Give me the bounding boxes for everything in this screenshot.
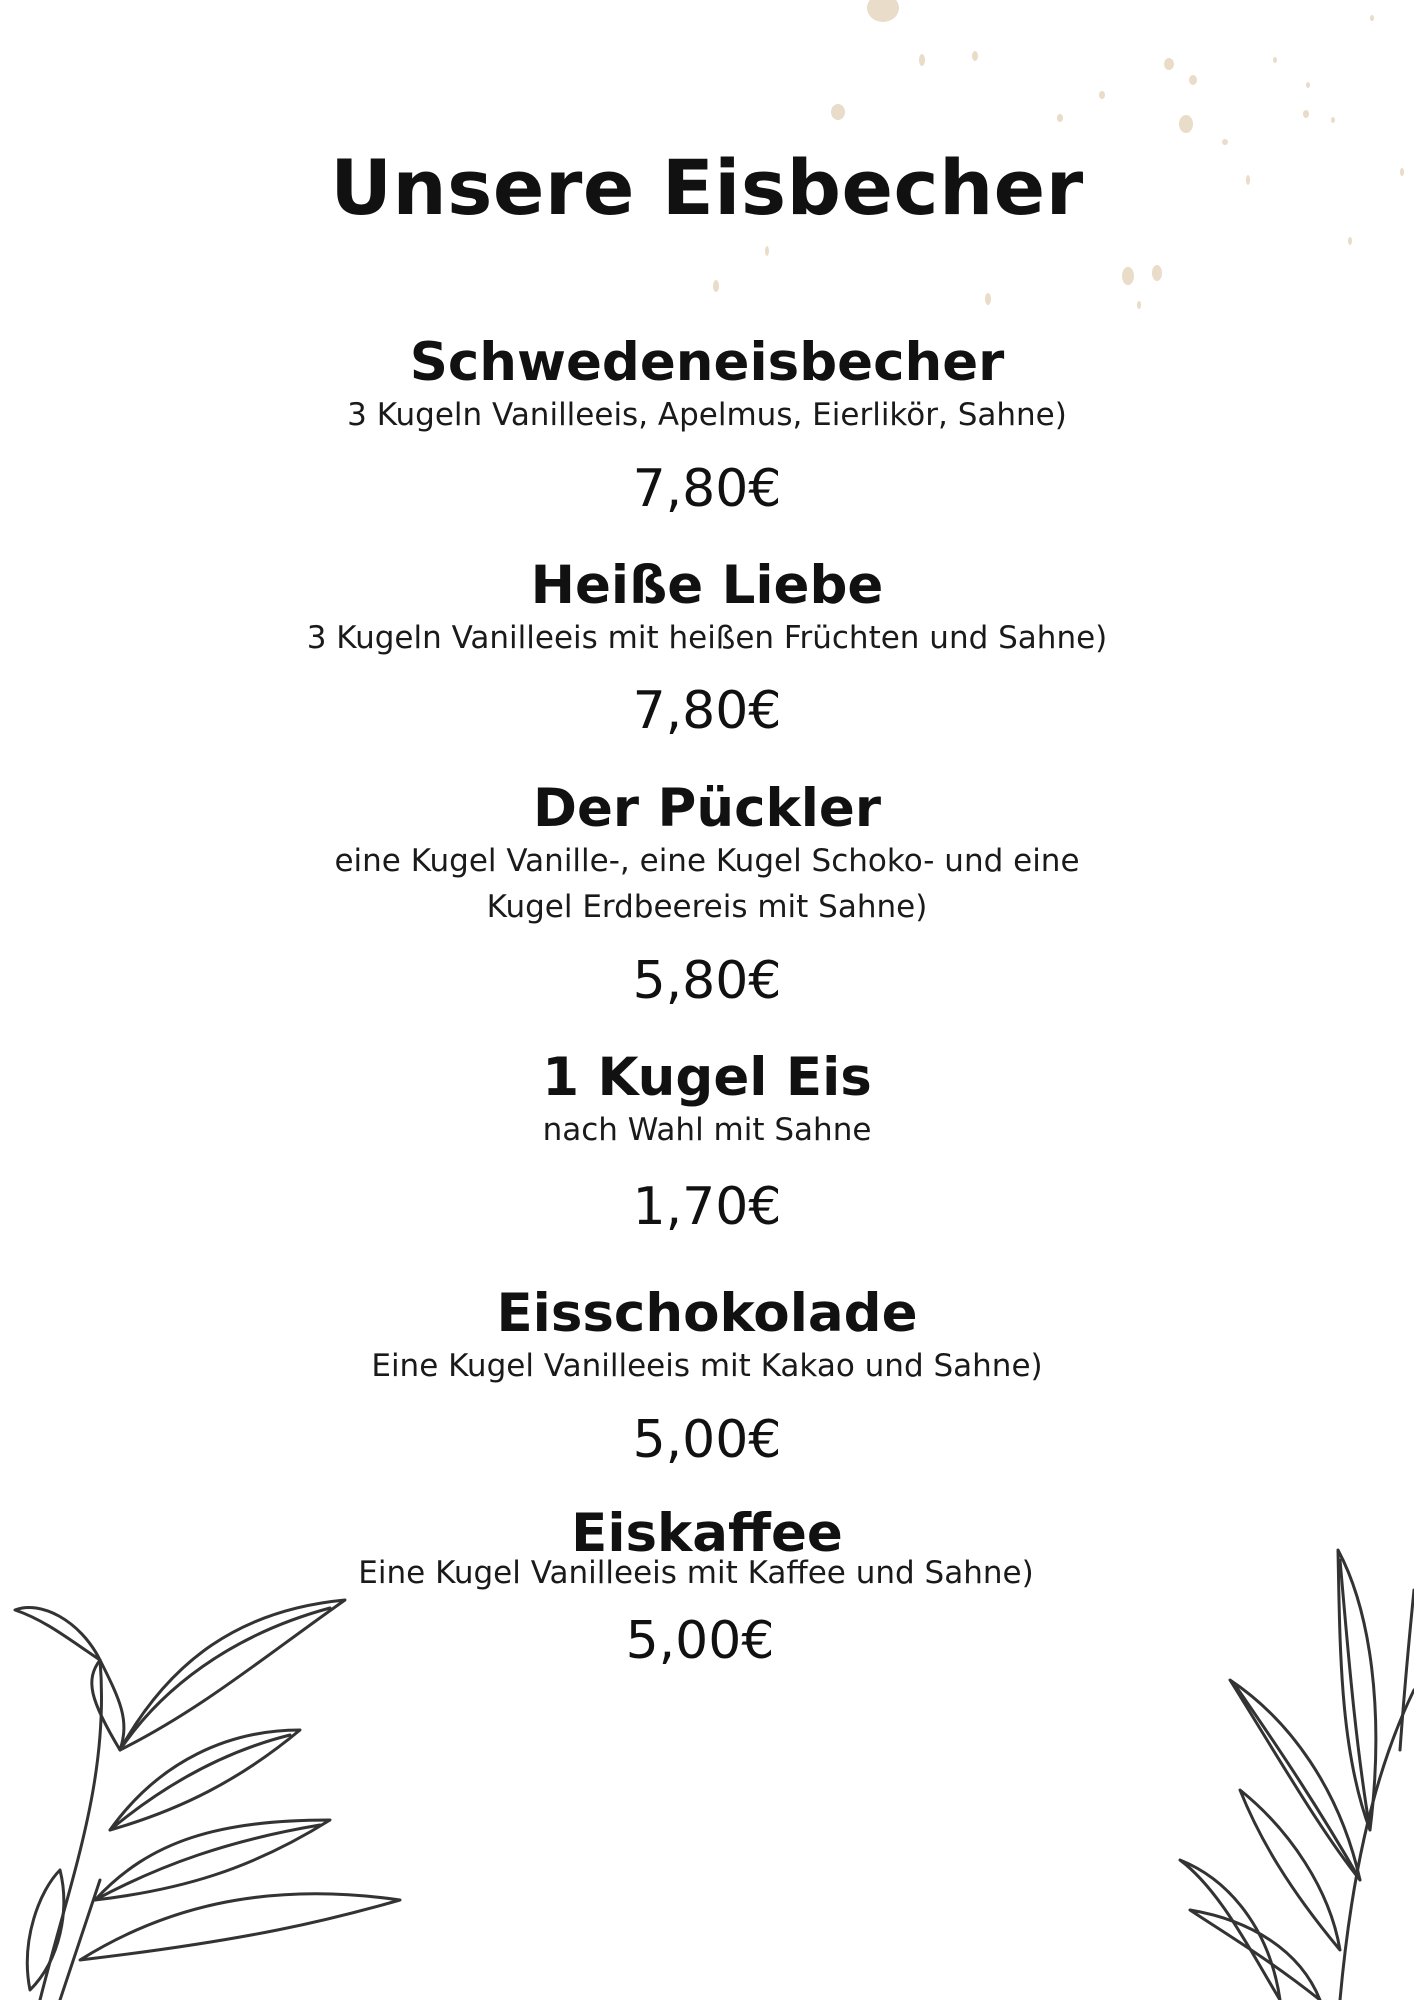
page-title: Unsere Eisbecher [330, 143, 1084, 232]
menu-item [0, 557, 1414, 741]
item-description: 3 Kugeln Vanilleeis, Apelmus, Eierlikör, Sahne) [347, 397, 1067, 433]
item-name: Der Pückler [532, 778, 882, 839]
menu-item [0, 780, 1414, 1011]
item-price: 5,00€ [632, 1410, 782, 1470]
item-price: 7,80€ [632, 681, 782, 741]
item-description: Kugel Erdbeereis mit Sahne) [486, 889, 928, 925]
item-name: Schwedeneisbecher [409, 332, 1005, 393]
item-description: nach Wahl mit Sahne [542, 1112, 872, 1148]
item-description: Eine Kugel Vanilleeis mit Kakao und Sahne) [371, 1348, 1043, 1384]
item-name: Eisschokolade [496, 1283, 918, 1344]
item-price: 5,00€ [625, 1611, 775, 1671]
menu-item [0, 1049, 1414, 1237]
item-description: Eine Kugel Vanilleeis mit Kaffee und Sahne) [358, 1555, 1034, 1591]
item-name: Heiße Liebe [530, 555, 884, 616]
item-name: Eiskaffee [571, 1503, 843, 1564]
menu-item [0, 1503, 1414, 1671]
item-price: 7,80€ [632, 459, 782, 519]
item-name: 1 Kugel Eis [542, 1047, 872, 1108]
item-price: 5,80€ [632, 951, 782, 1011]
item-description: eine Kugel Vanille-, eine Kugel Schoko- und eine [334, 843, 1080, 879]
menu-item [0, 1285, 1414, 1470]
item-price: 1,70€ [632, 1177, 782, 1237]
menu-item [0, 334, 1414, 519]
item-description: 3 Kugeln Vanilleeis mit heißen Früchten und Sahne) [306, 620, 1108, 656]
